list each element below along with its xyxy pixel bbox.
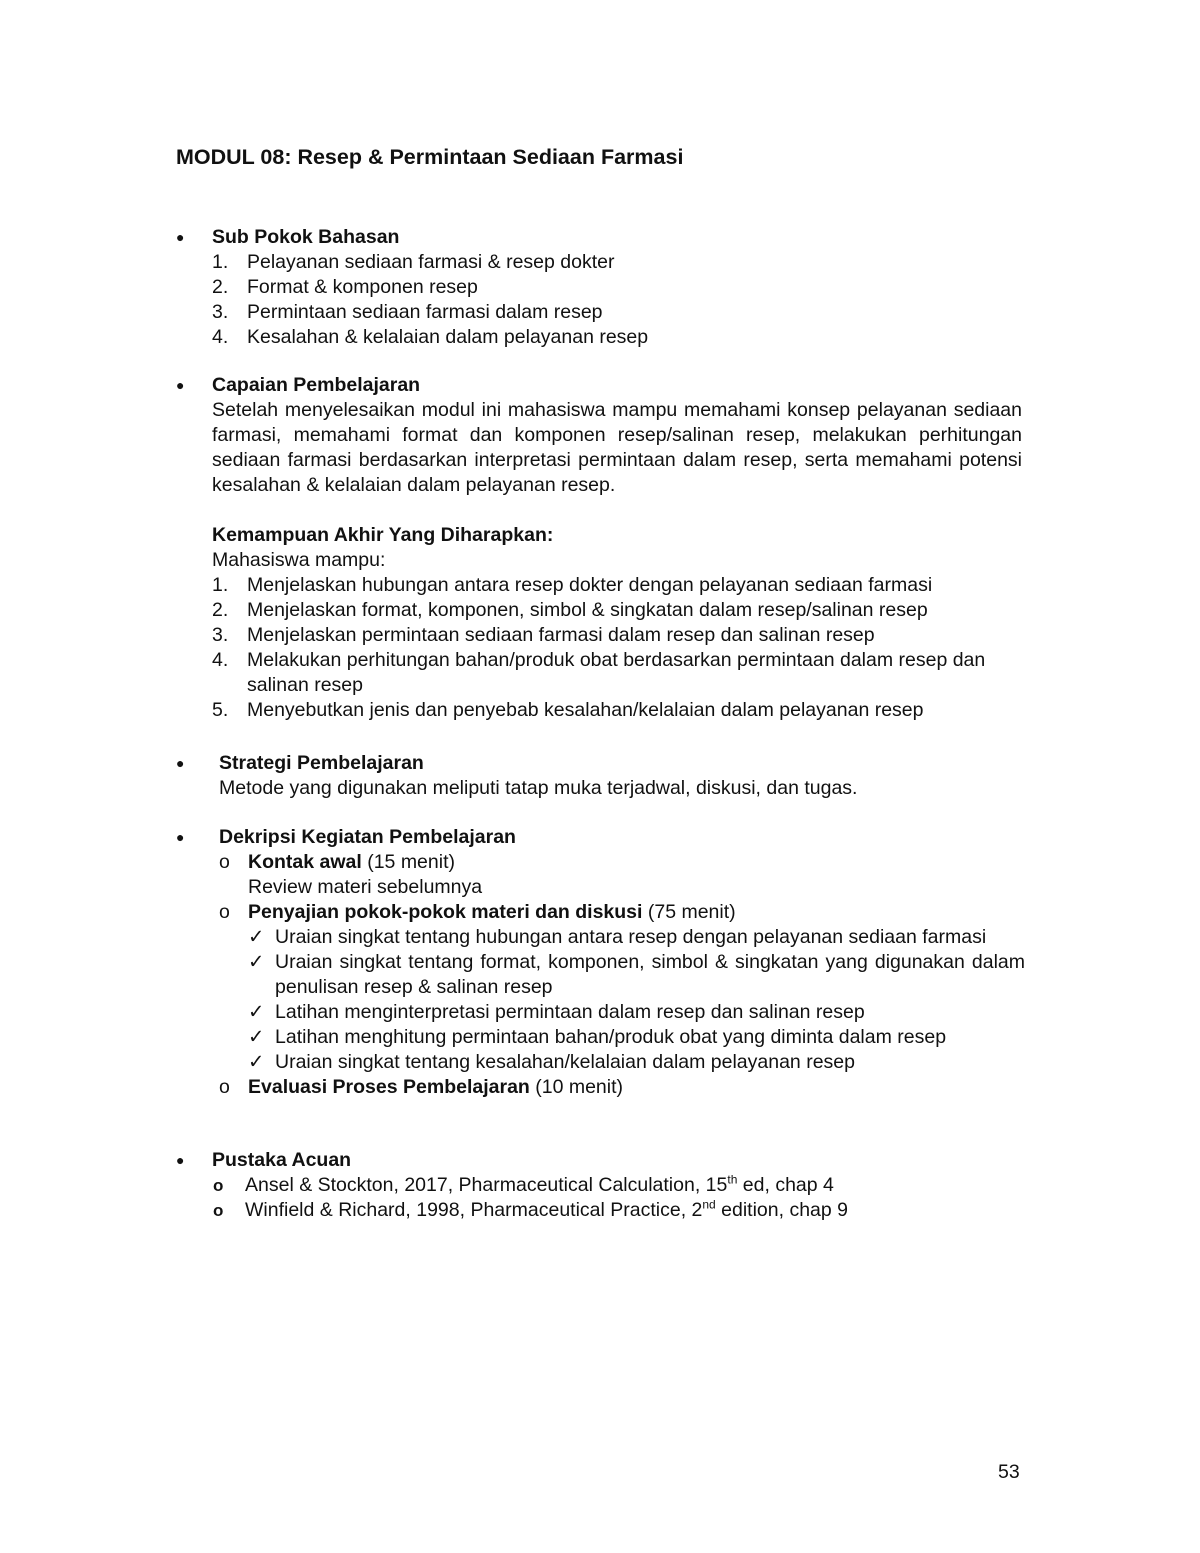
reference-text-end: ed, chap 4 xyxy=(737,1174,834,1196)
bullet-icon: ● xyxy=(176,755,185,771)
list-item xyxy=(212,275,1036,300)
capaian-heading: Capaian Pembelajaran xyxy=(212,374,421,396)
checkmark-icon: ✓ xyxy=(248,1026,265,1048)
section-deskripsi-kegiatan xyxy=(176,825,1036,1100)
circle-bullet-icon: o xyxy=(219,851,230,873)
item-number: 2. xyxy=(212,276,229,298)
reference-text: Winfield & Richard, 1998, Pharmaceutical Practice, 2 xyxy=(245,1199,703,1221)
check-item xyxy=(248,950,1025,1000)
item-number: 3. xyxy=(212,301,229,323)
check-item xyxy=(248,1000,1025,1025)
check-item-text: Uraian singkat tentang hubungan antara resep dengan pelayanan sediaan farmasi xyxy=(275,926,987,948)
section-strategi-pembelajaran xyxy=(176,751,1036,801)
check-item xyxy=(248,925,1025,950)
list-item xyxy=(212,250,1036,275)
penyajian-label: Penyajian pokok-pokok materi dan diskusi xyxy=(248,901,643,923)
reference-item xyxy=(212,1173,1036,1198)
pustaka-heading: Pustaka Acuan xyxy=(212,1149,352,1171)
strategi-heading: Strategi Pembelajaran xyxy=(219,752,424,774)
reference-text: Ansel & Stockton, 2017, Pharmaceutical Calculation, 15 xyxy=(245,1174,728,1196)
item-text: Kesalahan & kelalaian dalam pelayanan resep xyxy=(247,326,649,348)
item-number: 5. xyxy=(212,699,229,721)
check-item-text: Latihan menghitung permintaan bahan/produk obat yang diminta dalam resep xyxy=(275,1026,947,1048)
evaluasi-duration: (10 menit) xyxy=(529,1076,624,1098)
evaluasi-label: Evaluasi Proses Pembelajaran xyxy=(248,1076,530,1098)
item-text: Menjelaskan permintaan sediaan farmasi dalam resep dan salinan resep xyxy=(247,624,875,646)
penyajian-item xyxy=(219,900,1036,1075)
module-title: MODUL 08: Resep & Permintaan Sediaan Farmasi xyxy=(176,145,684,169)
penyajian-duration: (75 menit) xyxy=(642,901,736,923)
list-item xyxy=(212,623,1024,648)
item-number: 4. xyxy=(212,649,229,671)
list-item xyxy=(212,698,1024,723)
item-number: 1. xyxy=(212,574,229,596)
list-item xyxy=(212,598,1024,623)
check-item-text: Uraian singkat tentang kesalahan/kelalaian dalam pelayanan resep xyxy=(275,1051,855,1073)
item-number: 1. xyxy=(212,251,229,273)
checkmark-icon: ✓ xyxy=(248,1051,265,1073)
section-sub-pokok-bahasan xyxy=(176,225,1036,350)
item-text: Melakukan perhitungan bahan/produk obat berdasarkan permintaan dalam resep dan salinan resep xyxy=(247,649,986,696)
strategi-text: Metode yang digunakan meliputi tatap muka terjadwal, diskusi, dan tugas. xyxy=(219,777,858,799)
sub-pokok-list xyxy=(212,250,1036,350)
reference-superscript: th xyxy=(727,1172,738,1187)
kontak-detail: Review materi sebelumnya xyxy=(248,876,483,898)
item-number: 3. xyxy=(212,624,229,646)
kemampuan-heading: Kemampuan Akhir Yang Diharapkan: xyxy=(212,524,554,546)
item-text: Pelayanan sediaan farmasi & resep dokter xyxy=(247,251,615,273)
checkmark-icon: ✓ xyxy=(248,1001,265,1023)
kemampuan-intro: Mahasiswa mampu: xyxy=(212,549,386,571)
bullet-icon: ● xyxy=(176,1152,185,1168)
circle-bullet-icon: o xyxy=(213,1201,224,1220)
kontak-awal-item xyxy=(219,850,1036,900)
check-item xyxy=(248,1025,1025,1050)
bullet-icon: ● xyxy=(176,377,185,393)
item-number: 2. xyxy=(212,599,229,621)
capaian-paragraph: Setelah menyelesaikan modul ini mahasiswa mampu memahami konsep pelayanan sediaan farmasi, memahami format dan komponen resep/salinan resep, melakukan perhitungan sediaan farmasi berdasarkan interpretasi permintaan dalam resep, serta memahami potensi kesalahan & kelalaian dalam pelayanan resep. xyxy=(212,399,1022,496)
circle-bullet-icon: o xyxy=(219,1076,230,1098)
reference-superscript: nd xyxy=(702,1197,716,1212)
list-item xyxy=(212,300,1036,325)
item-text: Permintaan sediaan farmasi dalam resep xyxy=(247,301,603,323)
section-pustaka-acuan xyxy=(176,1148,1036,1223)
kontak-label: Kontak awal xyxy=(248,851,362,873)
item-text: Format & komponen resep xyxy=(247,276,478,298)
check-item-text: Latihan menginterpretasi permintaan dalam resep dan salinan resep xyxy=(275,1001,865,1023)
bullet-icon: ● xyxy=(176,829,185,845)
bullet-icon: ● xyxy=(176,229,185,245)
reference-text-end: edition, chap 9 xyxy=(715,1199,848,1221)
checkmark-icon: ✓ xyxy=(248,951,265,973)
item-number: 4. xyxy=(212,326,229,348)
reference-item xyxy=(212,1198,1036,1223)
item-text: Menjelaskan hubungan antara resep dokter dengan pelayanan sediaan farmasi xyxy=(247,574,933,596)
list-item xyxy=(212,573,1024,598)
evaluasi-item xyxy=(219,1075,1036,1100)
checkmark-icon: ✓ xyxy=(248,926,265,948)
list-item xyxy=(212,648,1024,698)
check-item-text: Uraian singkat tentang format, komponen, simbol & singkatan yang digunakan dalam penulisan resep & salinan resep xyxy=(275,951,1025,998)
circle-bullet-icon: o xyxy=(219,901,230,923)
item-text: Menjelaskan format, komponen, simbol & singkatan dalam resep/salinan resep xyxy=(247,599,928,621)
kontak-duration: (15 menit) xyxy=(361,851,455,873)
circle-bullet-icon: o xyxy=(213,1176,224,1195)
list-item xyxy=(212,325,1036,350)
sub-pokok-heading: Sub Pokok Bahasan xyxy=(212,226,400,248)
section-capaian-pembelajaran xyxy=(176,373,1036,723)
check-item xyxy=(248,1050,1025,1075)
item-text: Menyebutkan jenis dan penyebab kesalahan/kelalaian dalam pelayanan resep xyxy=(247,699,924,721)
page-number: 53 xyxy=(998,1461,1020,1483)
deskripsi-heading: Dekripsi Kegiatan Pembelajaran xyxy=(219,826,516,848)
kemampuan-list xyxy=(212,573,1024,723)
